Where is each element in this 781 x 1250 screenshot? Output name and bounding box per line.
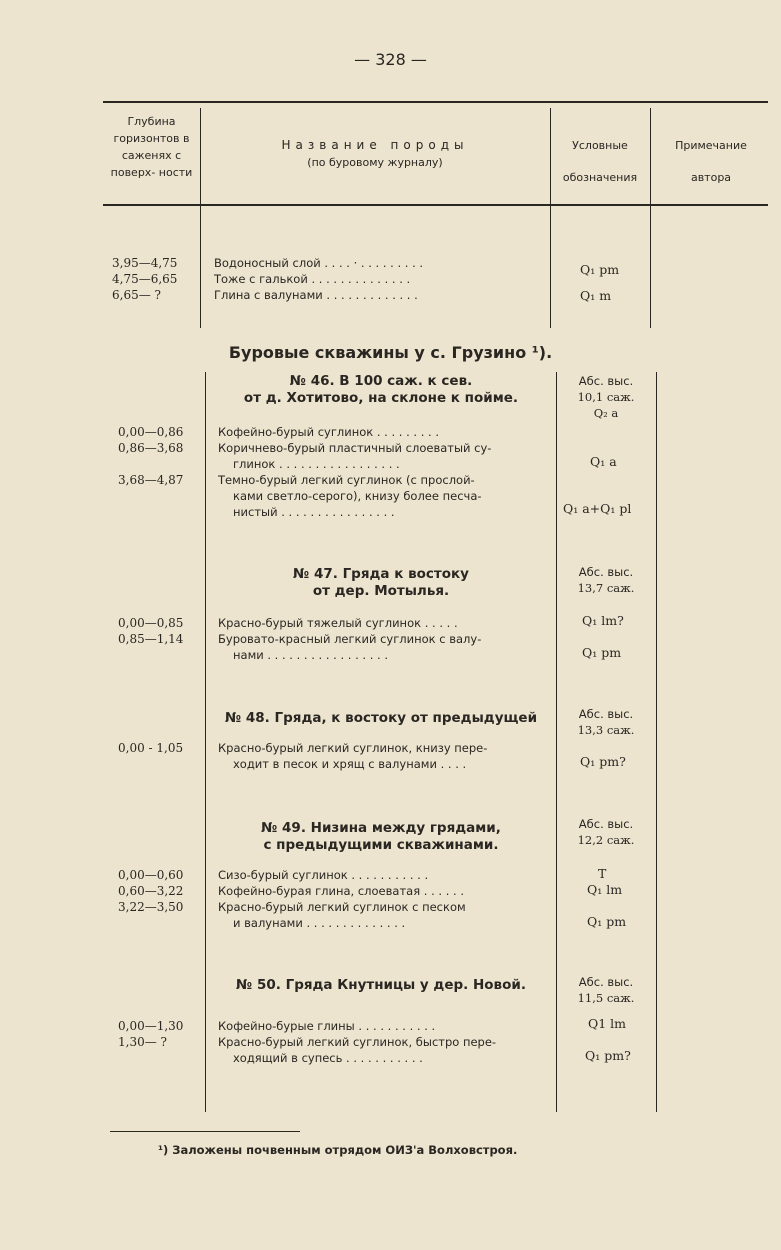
row-name: Красно-бурый тяжелый суглинок . . . . . (218, 616, 458, 630)
well-abs-label: Абс. выс. (578, 707, 634, 721)
row-depth: 0,00—0,86 (118, 425, 184, 439)
well-abs-value: 13,7 саж. (577, 581, 635, 595)
header-symbols (552, 130, 648, 194)
footnote: ¹) Заложены почвенным отрядом ОИЗ'а Волховстроя. (158, 1143, 518, 1157)
row-depth: 3,68—4,87 (118, 473, 184, 487)
row-name: Кофейно-бурый суглинок . . . . . . . . . (218, 425, 439, 439)
top-row-depth: 6,65— ? (112, 288, 161, 302)
row-depth: 0,00 - 1,05 (118, 741, 184, 755)
well-title: № 50. Гряда Кнутницы у дер. Новой. (236, 977, 526, 993)
row-depth: 0,00—0,60 (118, 868, 184, 882)
row-symbol: Q₁ a (590, 454, 617, 469)
well-title: № 47. Гряда к востоку (293, 566, 469, 582)
row-name: ходит в песок и хрящ с валунами . . . . (233, 757, 467, 771)
top-row-symbol: Q₁ pm (580, 262, 620, 277)
row-symbol: Q₁ pm (582, 645, 622, 660)
row-depth: 0,00—0,85 (118, 616, 184, 630)
top-row-name: Глина с валунами . . . . . . . . . . . . . (214, 288, 418, 302)
top-row-depth: 4,75—6,65 (112, 272, 178, 286)
top-row-symbol: Q₁ m (580, 288, 612, 303)
row-depth: 0,00—1,30 (118, 1019, 184, 1033)
row-name: Красно-бурый легкий суглинок с песком (218, 900, 466, 914)
row-name: Буровато-красный легкий суглинок с валу- (218, 632, 482, 646)
row-name: Темно-бурый легкий суглинок (с прослой- (218, 473, 475, 487)
well-abs-value: 10,1 саж. (577, 390, 635, 404)
well-abs-label: Абс. выс. (578, 975, 634, 989)
row-symbol: T (598, 866, 607, 881)
header-symbols-l1: Условные (572, 139, 628, 152)
well-abs-symbol: Q₂ a (593, 406, 619, 420)
page-number: — 328 — (354, 50, 427, 69)
row-name: нистый . . . . . . . . . . . . . . . . (233, 505, 395, 519)
row-name: ками светло-серого), книзу более песча- (233, 489, 482, 503)
row-symbol: Q₁ lm (587, 882, 623, 897)
row-name: и валунами . . . . . . . . . . . . . . (233, 916, 406, 930)
well-abs-value: 13,3 саж. (577, 723, 635, 737)
row-name: глинок . . . . . . . . . . . . . . . . . (233, 457, 400, 471)
well-abs-label: Абс. выс. (578, 374, 634, 388)
row-symbol: Q₁ a+Q₁ pl (563, 501, 632, 516)
row-symbol: Q₁ pm (587, 914, 627, 929)
row-name: нами . . . . . . . . . . . . . . . . . (233, 648, 389, 662)
header-rock-name-label: Название породы (281, 138, 469, 152)
column-divider-3-lower (656, 372, 657, 1112)
row-depth: 1,30— ? (118, 1035, 167, 1049)
well-title: с предыдущими скважинами. (263, 837, 499, 853)
row-symbol: Q₁ lm? (582, 613, 624, 628)
footnote-rule (110, 1131, 300, 1132)
well-abs-label: Абс. выс. (578, 565, 634, 579)
header-top-rule (103, 101, 768, 103)
row-depth: 0,85—1,14 (118, 632, 184, 646)
well-title: № 46. В 100 саж. к сев. (289, 373, 473, 389)
column-divider-1 (200, 108, 201, 328)
well-abs-value: 12,2 саж. (577, 833, 635, 847)
row-name: Сизо-бурый суглинок . . . . . . . . . . . (218, 868, 429, 882)
row-depth: 0,60—3,22 (118, 884, 184, 898)
header-bottom-rule (103, 204, 768, 206)
top-row-name: Водоносный слой . . . . · . . . . . . . . . (214, 256, 424, 270)
row-symbol: Q₁ pm? (580, 754, 626, 769)
well-abs-label: Абс. выс. (578, 817, 634, 831)
header-depth-label: Глубина горизонтов в саженях с поверх- ности (110, 115, 193, 179)
top-row-depth: 3,95—4,75 (112, 256, 178, 270)
well-title: от дер. Мотылья. (312, 583, 450, 599)
row-name: Коричнево-бурый пластичный слоеватый су- (218, 441, 492, 455)
row-name: Кофейно-бурая глина, слоеватая . . . . . . (218, 884, 464, 898)
header-rock-name (205, 137, 545, 171)
well-abs-value: 11,5 саж. (577, 991, 635, 1005)
row-depth: 3,22—3,50 (118, 900, 184, 914)
column-divider-2 (550, 108, 551, 328)
header-notes-l2: автора (690, 171, 732, 184)
row-symbol: Q₁ pm? (585, 1048, 631, 1063)
row-name: ходящий в супесь . . . . . . . . . . . (233, 1051, 423, 1065)
header-notes-l1: Примечание (675, 139, 747, 152)
top-row-name: Тоже с галькой . . . . . . . . . . . . . . (214, 272, 411, 286)
well-title: № 49. Низина между грядами, (261, 820, 501, 836)
column-divider-1-lower (205, 372, 206, 1112)
row-name: Красно-бурый легкий суглинок, книзу пере- (218, 741, 488, 755)
header-depth (104, 113, 199, 181)
well-title: № 48. Гряда, к востоку от предыдущей (224, 710, 538, 726)
row-depth: 0,86—3,68 (118, 441, 184, 455)
section-title: Буровые скважины у с. Грузино ¹). (228, 343, 553, 362)
header-symbols-l2: обозначения (562, 171, 638, 184)
row-name: Кофейно-бурые глины . . . . . . . . . . . (218, 1019, 436, 1033)
well-title: от д. Хотитово, на склоне к пойме. (243, 390, 519, 406)
header-notes (652, 130, 770, 194)
row-name: Красно-бурый легкий суглинок, быстро пере- (218, 1035, 497, 1049)
column-divider-3 (650, 108, 651, 328)
row-symbol: Q1 lm (588, 1016, 627, 1031)
header-rock-name-sub: (по буровому журналу) (307, 156, 443, 169)
